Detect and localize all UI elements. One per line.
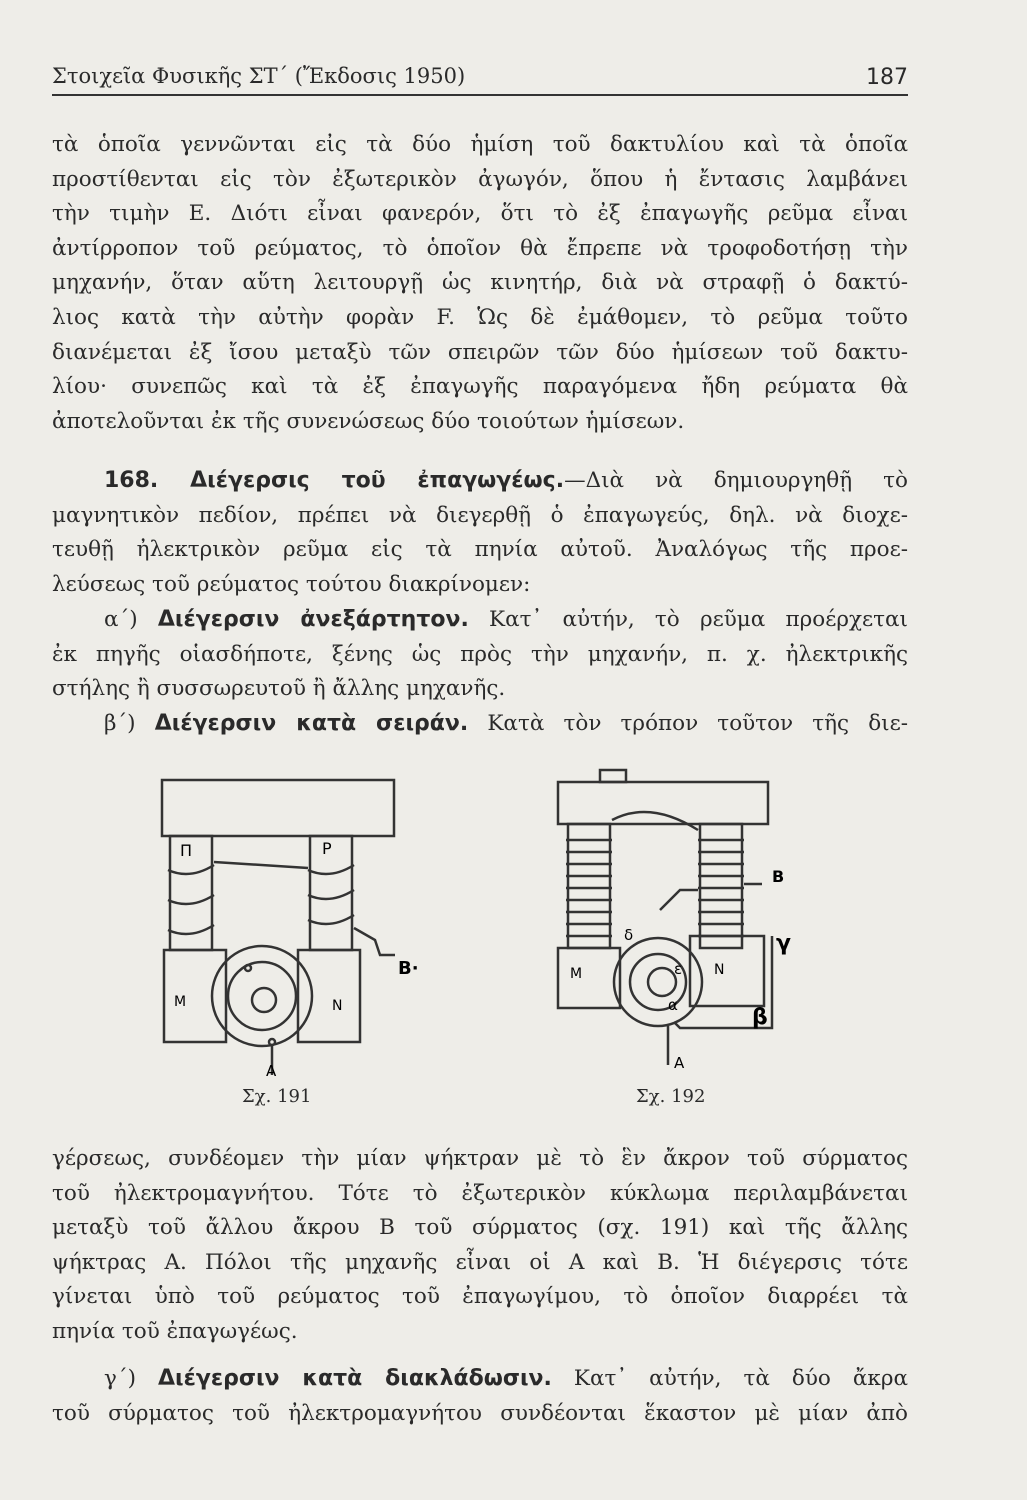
coil-left: [566, 840, 612, 936]
text-line: τὴν τιμὴν Ε. Διότι εἶναι φανερόν, ὅτι τὸ ἐξ ἐπαγωγῆς ρεῦμα εἶναι: [52, 201, 908, 227]
text-line: μαγνητικὸν πεδίον, πρέπει νὰ διεγερθῇ ὁ ἐπαγωγεύς, δηλ. νὰ διοχε-: [52, 502, 908, 528]
coil-left: [168, 865, 214, 934]
figure-192-caption: Σχ. 192: [636, 1086, 706, 1107]
item-b: [52, 707, 908, 742]
text-line: προστίθενται εἰς τὸν ἐξωτερικὸν ἀγωγόν, ὅπου ἡ ἔντασις λαμβάνει: [52, 166, 908, 192]
item-c-marker: γ΄): [104, 1366, 136, 1391]
text-line: ἐκ πηγῆς οἱασδήποτε, ξένης ὡς πρὸς τὴν μηχανήν, π. χ. ἠλεκτρικῆς: [52, 641, 908, 667]
item-a-heading: Διέγερσιν ἀνεξάρτητον.: [157, 607, 469, 632]
section-heading: 168. Διέγερσις τοῦ ἐπαγωγέως.: [104, 468, 565, 493]
text-line: διανέμεται ἐξ ἴσου μεταξὺ τῶν σπειρῶν τῶν δύο ἡμίσεων τοῦ δακτυ-: [52, 339, 908, 365]
label-brush-a: A: [674, 1054, 685, 1072]
text-line: μεταξὺ τοῦ ἄλλου ἄκρου Β τοῦ σύρματος (σχ. 191) καὶ τῆς ἄλλης: [52, 1215, 908, 1241]
text-line: τοῦ ἠλεκτρομαγνήτου. Τότε τὸ ἐξωτερικὸν κύκλωμα περιλαμβάνεται: [52, 1180, 908, 1206]
item-b-marker: β΄): [104, 711, 136, 736]
text-line: λιος κατὰ τὴν αὐτὴν φορὰν F. Ὡς δὲ ἐμάθομεν, τὸ ρεῦμα τοῦτο: [52, 304, 908, 330]
label-epsilon: ε: [674, 960, 683, 978]
yoke: [558, 782, 768, 824]
text-line: λεύσεως τοῦ ρεύματος τούτου διακρίνομεν:: [52, 571, 531, 597]
label-terminal-b: B·: [398, 958, 419, 979]
item-c-rest: Κατ᾽ αὐτήν, τὰ δύο ἄκρα: [573, 1366, 908, 1391]
label-pi: Π: [180, 841, 193, 860]
item-c-first-line: [52, 1362, 908, 1397]
text-line: τοῦ σύρματος τοῦ ἠλεκτρομαγνήτου συνδέονται ἕκαστον μὲ μίαν ἀπὸ: [52, 1400, 908, 1426]
item-a: [52, 603, 908, 707]
item-a-first-line: [52, 603, 908, 638]
text-line: τὰ ὁποῖα γεννῶνται εἰς τὰ δύο ἡμίση τοῦ δακτυλίου καὶ τὰ ὁποῖα: [52, 132, 908, 157]
text-line: στήλης ἢ συσσωρευτοῦ ἢ ἄλλης μηχανῆς.: [52, 676, 506, 702]
figure-192-diagram: [540, 760, 810, 1080]
coil-right: [308, 865, 354, 924]
item-c-heading: Διέγερσιν κατὰ διακλάδωσιν.: [158, 1366, 552, 1391]
section-first-line: [52, 464, 908, 499]
label-rho: Ρ: [322, 839, 332, 858]
text-line: ψήκτρας Α. Πόλοι τῆς μηχανῆς εἶναι οἱ Α καὶ Β. Ἡ διέγερσις τότε: [52, 1249, 908, 1275]
item-a-rest: Κατ᾽ αὐτήν, τὸ ρεῦμα προέρχεται: [489, 607, 908, 632]
label-gamma: γ: [776, 931, 791, 956]
item-b-first-line: [52, 707, 908, 742]
label-beta: β: [752, 1005, 768, 1030]
label-m: Μ: [570, 966, 583, 982]
label-n: Ν: [332, 998, 343, 1014]
paragraph-series-excitation: [52, 1142, 908, 1350]
label-alpha: α: [668, 996, 678, 1014]
text-line: πηνία τοῦ ἐπαγωγέως.: [52, 1318, 298, 1344]
paragraph-intro: [52, 128, 908, 439]
figure-191-diagram: [150, 770, 420, 1080]
text-line: γέρσεως, συνδέομεν τὴν μίαν ψήκτραν μὲ τὸ ἓν ἄκρον τοῦ σύρματος: [52, 1146, 908, 1171]
pole-left: [568, 824, 610, 948]
label-brush-a: A: [266, 1062, 277, 1080]
running-header: [52, 60, 908, 96]
yoke: [162, 780, 394, 836]
text-line: μηχανήν, ὅταν αὕτη λειτουργῇ ὡς κινητήρ, διὰ νὰ στραφῇ ὁ δακτύ-: [52, 270, 908, 296]
section-heading-rest: —Διὰ νὰ δημιουργηθῇ τὸ: [564, 468, 908, 493]
header-title: Στοιχεῖα Φυσικῆς ΣΤ΄ (Ἔκδοσις 1950): [52, 64, 466, 88]
text-line: τευθῇ ἠλεκτρικὸν ρεῦμα εἰς τὰ πηνία αὐτοῦ. Ἀναλόγως τῆς προε-: [52, 537, 908, 563]
item-b-rest: Κατὰ τὸν τρόπον τοῦτον τῆς διε-: [487, 711, 908, 736]
label-n: Ν: [714, 962, 725, 978]
text-line: ἀντίρροπον τοῦ ρεύματος, τὸ ὁποῖον θὰ ἔπρεπε νὰ τροφοδοτήσῃ τὴν: [52, 235, 908, 261]
text-line: ἀποτελοῦνται ἐκ τῆς συνενώσεως δύο τοιούτων ἡμίσεων.: [52, 408, 685, 434]
text-line: γίνεται ὑπὸ τοῦ ρεύματος τοῦ ἐπαγωγίμου, τὸ ὁποῖον διαρρέει τὰ: [52, 1284, 908, 1310]
pole-right: [700, 824, 742, 948]
item-c: [52, 1362, 908, 1431]
pole-shoe-left: [558, 948, 620, 1008]
figure-191-caption: Σχ. 191: [242, 1086, 312, 1107]
label-b: Β: [772, 867, 785, 886]
item-b-heading: Διέγερσιν κατὰ σειράν.: [154, 711, 469, 736]
text-line: λίου· συνεπῶς καὶ τὰ ἐξ ἐπαγωγῆς παραγόμενα ἤδη ρεύματα θὰ: [52, 374, 908, 400]
pole-shoe-right: [298, 950, 360, 1042]
coil-right: [698, 840, 744, 936]
label-delta: δ: [624, 926, 634, 944]
page-number: 187: [866, 65, 908, 90]
label-m: Μ: [174, 994, 187, 1010]
section-168: [52, 464, 908, 602]
item-a-marker: α΄): [104, 607, 138, 632]
